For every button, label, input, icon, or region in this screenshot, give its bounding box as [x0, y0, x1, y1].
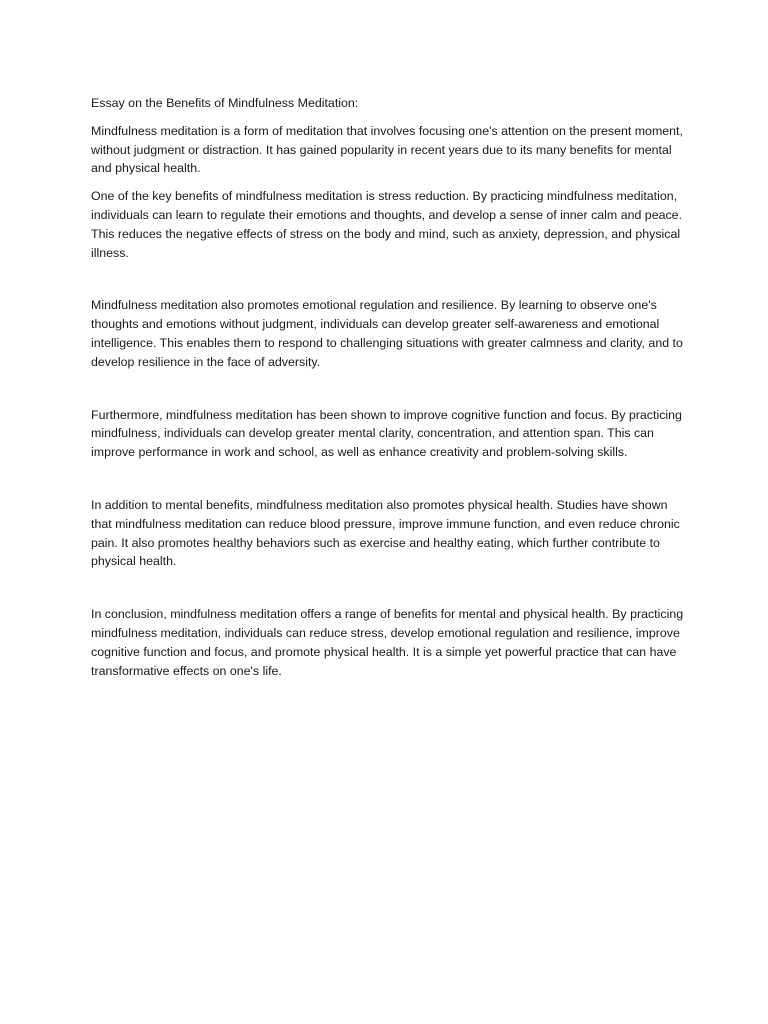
paragraph-conclusion: In conclusion, mindfulness meditation offers a range of benefits for mental and physical health. By practicing mindfulness meditation, individuals can reduce stress, develop emotional regulation and resilience, improve cognitive function and focus, and promote physical health. It is a simple yet powerful practice that can have transformative effects on one's life.: [91, 607, 684, 678]
paragraph-stress-reduction: One of the key benefits of mindfulness meditation is stress reduction. By practicing mindfulness meditation, individuals can learn to regulate their emotions and thoughts, and develop a sense of inner calm and peace. This reduces the negative effects of stress on the body and mind, such as anxiety, depression, and physical illness.: [91, 189, 683, 260]
document-body: [91, 94, 691, 680]
document-title: Essay on the Benefits of Mindfulness Meditation:: [91, 96, 359, 110]
paragraph-physical-health: In addition to mental benefits, mindfulness meditation also promotes physical health. Studies have shown that mindfulness meditation can reduce blood pressure, improve immune function, and even reduce chronic pain. It also promotes healthy behaviors such as exercise and healthy eating, which further contribute to physical health.: [91, 497, 680, 569]
paragraph-intro: Mindfulness meditation is a form of meditation that involves focusing one's attention on the present moment, without judgment or distraction. It has gained popularity in recent years due to its many benefits for mental and physical health.: [91, 123, 683, 176]
paragraph-cognitive-function: Furthermore, mindfulness meditation has been shown to improve cognitive function and focus. By practicing mindfulness, individuals can develop greater mental clarity, concentration, and attention span. This can improve performance in work and school, as well as enhance creativity and problem-solving skills.: [91, 407, 682, 460]
paragraph-emotional-regulation: Mindfulness meditation also promotes emotional regulation and resilience. By learning to observe one's thoughts and emotions without judgment, individuals can develop greater self-awareness and emotional intelligence. This enables them to respond to challenging situations with greater calmness and clarity, and to develop resilience in the face of adversity.: [91, 298, 683, 369]
